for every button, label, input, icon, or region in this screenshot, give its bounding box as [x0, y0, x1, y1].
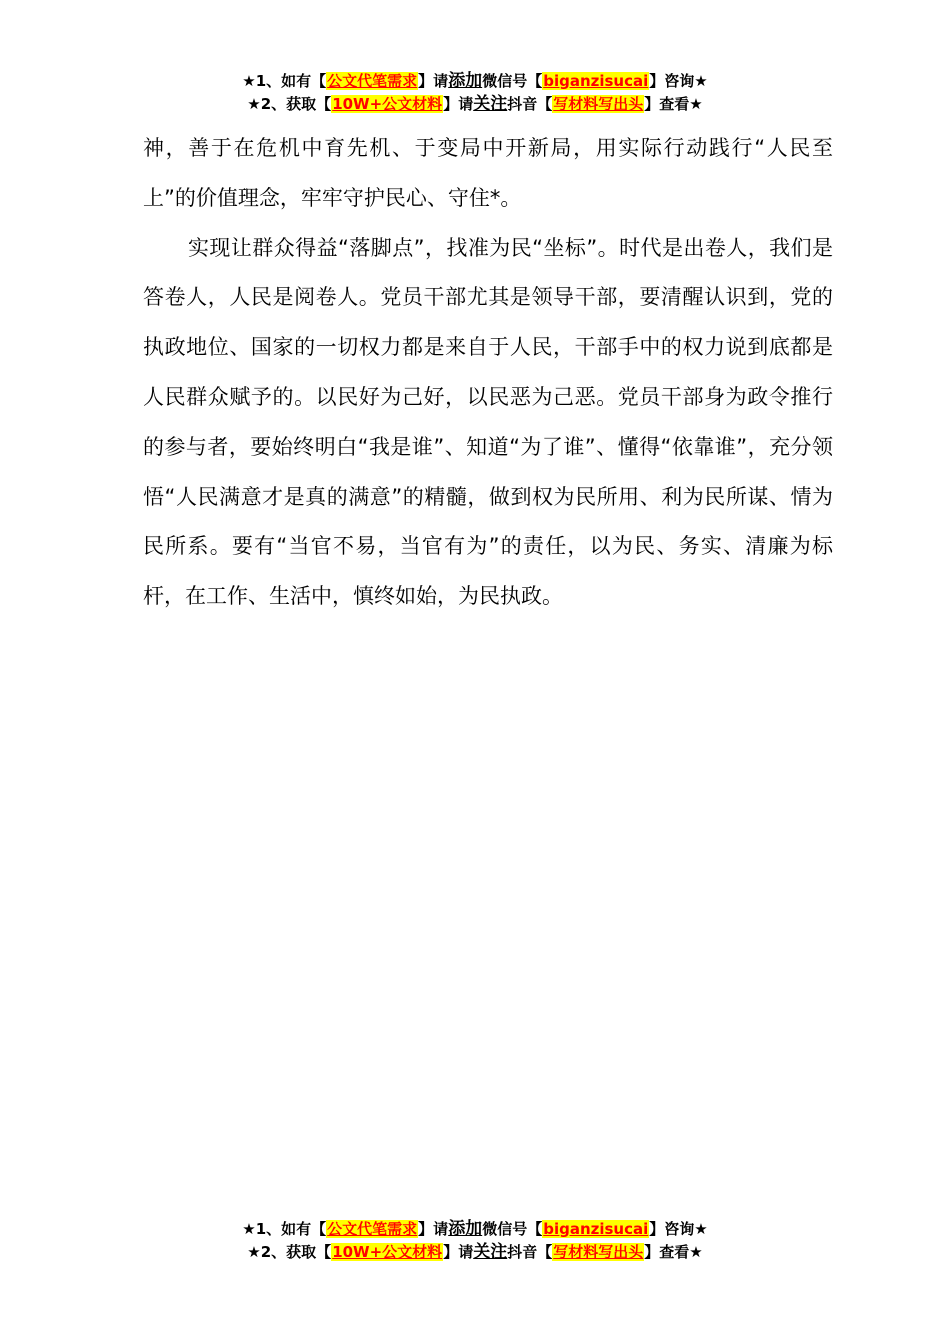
header-banner-line-1	[0, 70, 950, 93]
banner-text: 】请	[418, 72, 449, 90]
banner-highlight-douyin-account: 写材料写出头	[553, 1243, 644, 1261]
banner-text: 微信号【	[482, 1220, 543, 1238]
header-banner-line-2	[0, 93, 950, 116]
banner-text: 抖音【	[507, 1243, 553, 1261]
banner-highlight-materials: 10W+公文材料	[332, 95, 443, 113]
banner-text: 】查看★	[644, 1243, 703, 1261]
banner-text: ★1、如有【	[242, 1220, 327, 1238]
banner-text: 】请	[443, 95, 474, 113]
document-body	[143, 124, 833, 622]
banner-emphasis: 添加	[448, 1219, 483, 1239]
banner-text: 】咨询★	[649, 72, 708, 90]
header-banner	[0, 70, 950, 116]
footer-banner	[0, 1218, 950, 1264]
banner-text: 】查看★	[644, 95, 703, 113]
body-paragraph-continued: 神，善于在危机中育先机、于变局中开新局，用实际行动践行“人民至上”的价值理念，牢牢守护民心、守住*。	[143, 136, 833, 210]
banner-emphasis: 添加	[448, 71, 483, 91]
banner-text: 】请	[443, 1243, 474, 1261]
banner-highlight-douyin-account: 写材料写出头	[553, 95, 644, 113]
banner-text: ★1、如有【	[242, 72, 327, 90]
banner-highlight-service: 公文代笔需求	[327, 72, 418, 90]
footer-banner-line-1	[0, 1218, 950, 1241]
banner-highlight-materials: 10W+公文材料	[332, 1243, 443, 1261]
body-paragraph: 实现让群众得益“落脚点”，找准为民“坐标”。时代是出卷人，我们是答卷人，人民是阅卷人。党员干部尤其是领导干部，要清醒认识到，党的执政地位、国家的一切权力都是来自于人民，干部手中的权力说到底都是人民群众赋予的。以民好为己好，以民恶为己恶。党员干部身为政令推行的参与者，要始终明白“我是谁”、知道“为了谁”、懂得“依靠谁”，充分领悟“人民满意才是真的满意”的精髓，做到权为民所用、利为民所谋、情为民所系。要有“当官不易，当官有为”的责任，以为民、务实、清廉为标杆，在工作、生活中，慎终如始，为民执政。	[143, 235, 833, 609]
banner-emphasis: 关注	[473, 94, 508, 114]
banner-highlight-wechat-id: biganzisucai	[543, 72, 649, 90]
banner-text: ★2、获取【	[247, 95, 332, 113]
banner-highlight-service: 公文代笔需求	[327, 1220, 418, 1238]
banner-text: 抖音【	[507, 95, 553, 113]
banner-text: 】咨询★	[649, 1220, 708, 1238]
banner-text: 微信号【	[482, 72, 543, 90]
banner-text: 】请	[418, 1220, 449, 1238]
banner-text: ★2、获取【	[247, 1243, 332, 1261]
footer-banner-line-2	[0, 1241, 950, 1264]
banner-emphasis: 关注	[473, 1242, 508, 1262]
banner-highlight-wechat-id: biganzisucai	[543, 1220, 649, 1238]
